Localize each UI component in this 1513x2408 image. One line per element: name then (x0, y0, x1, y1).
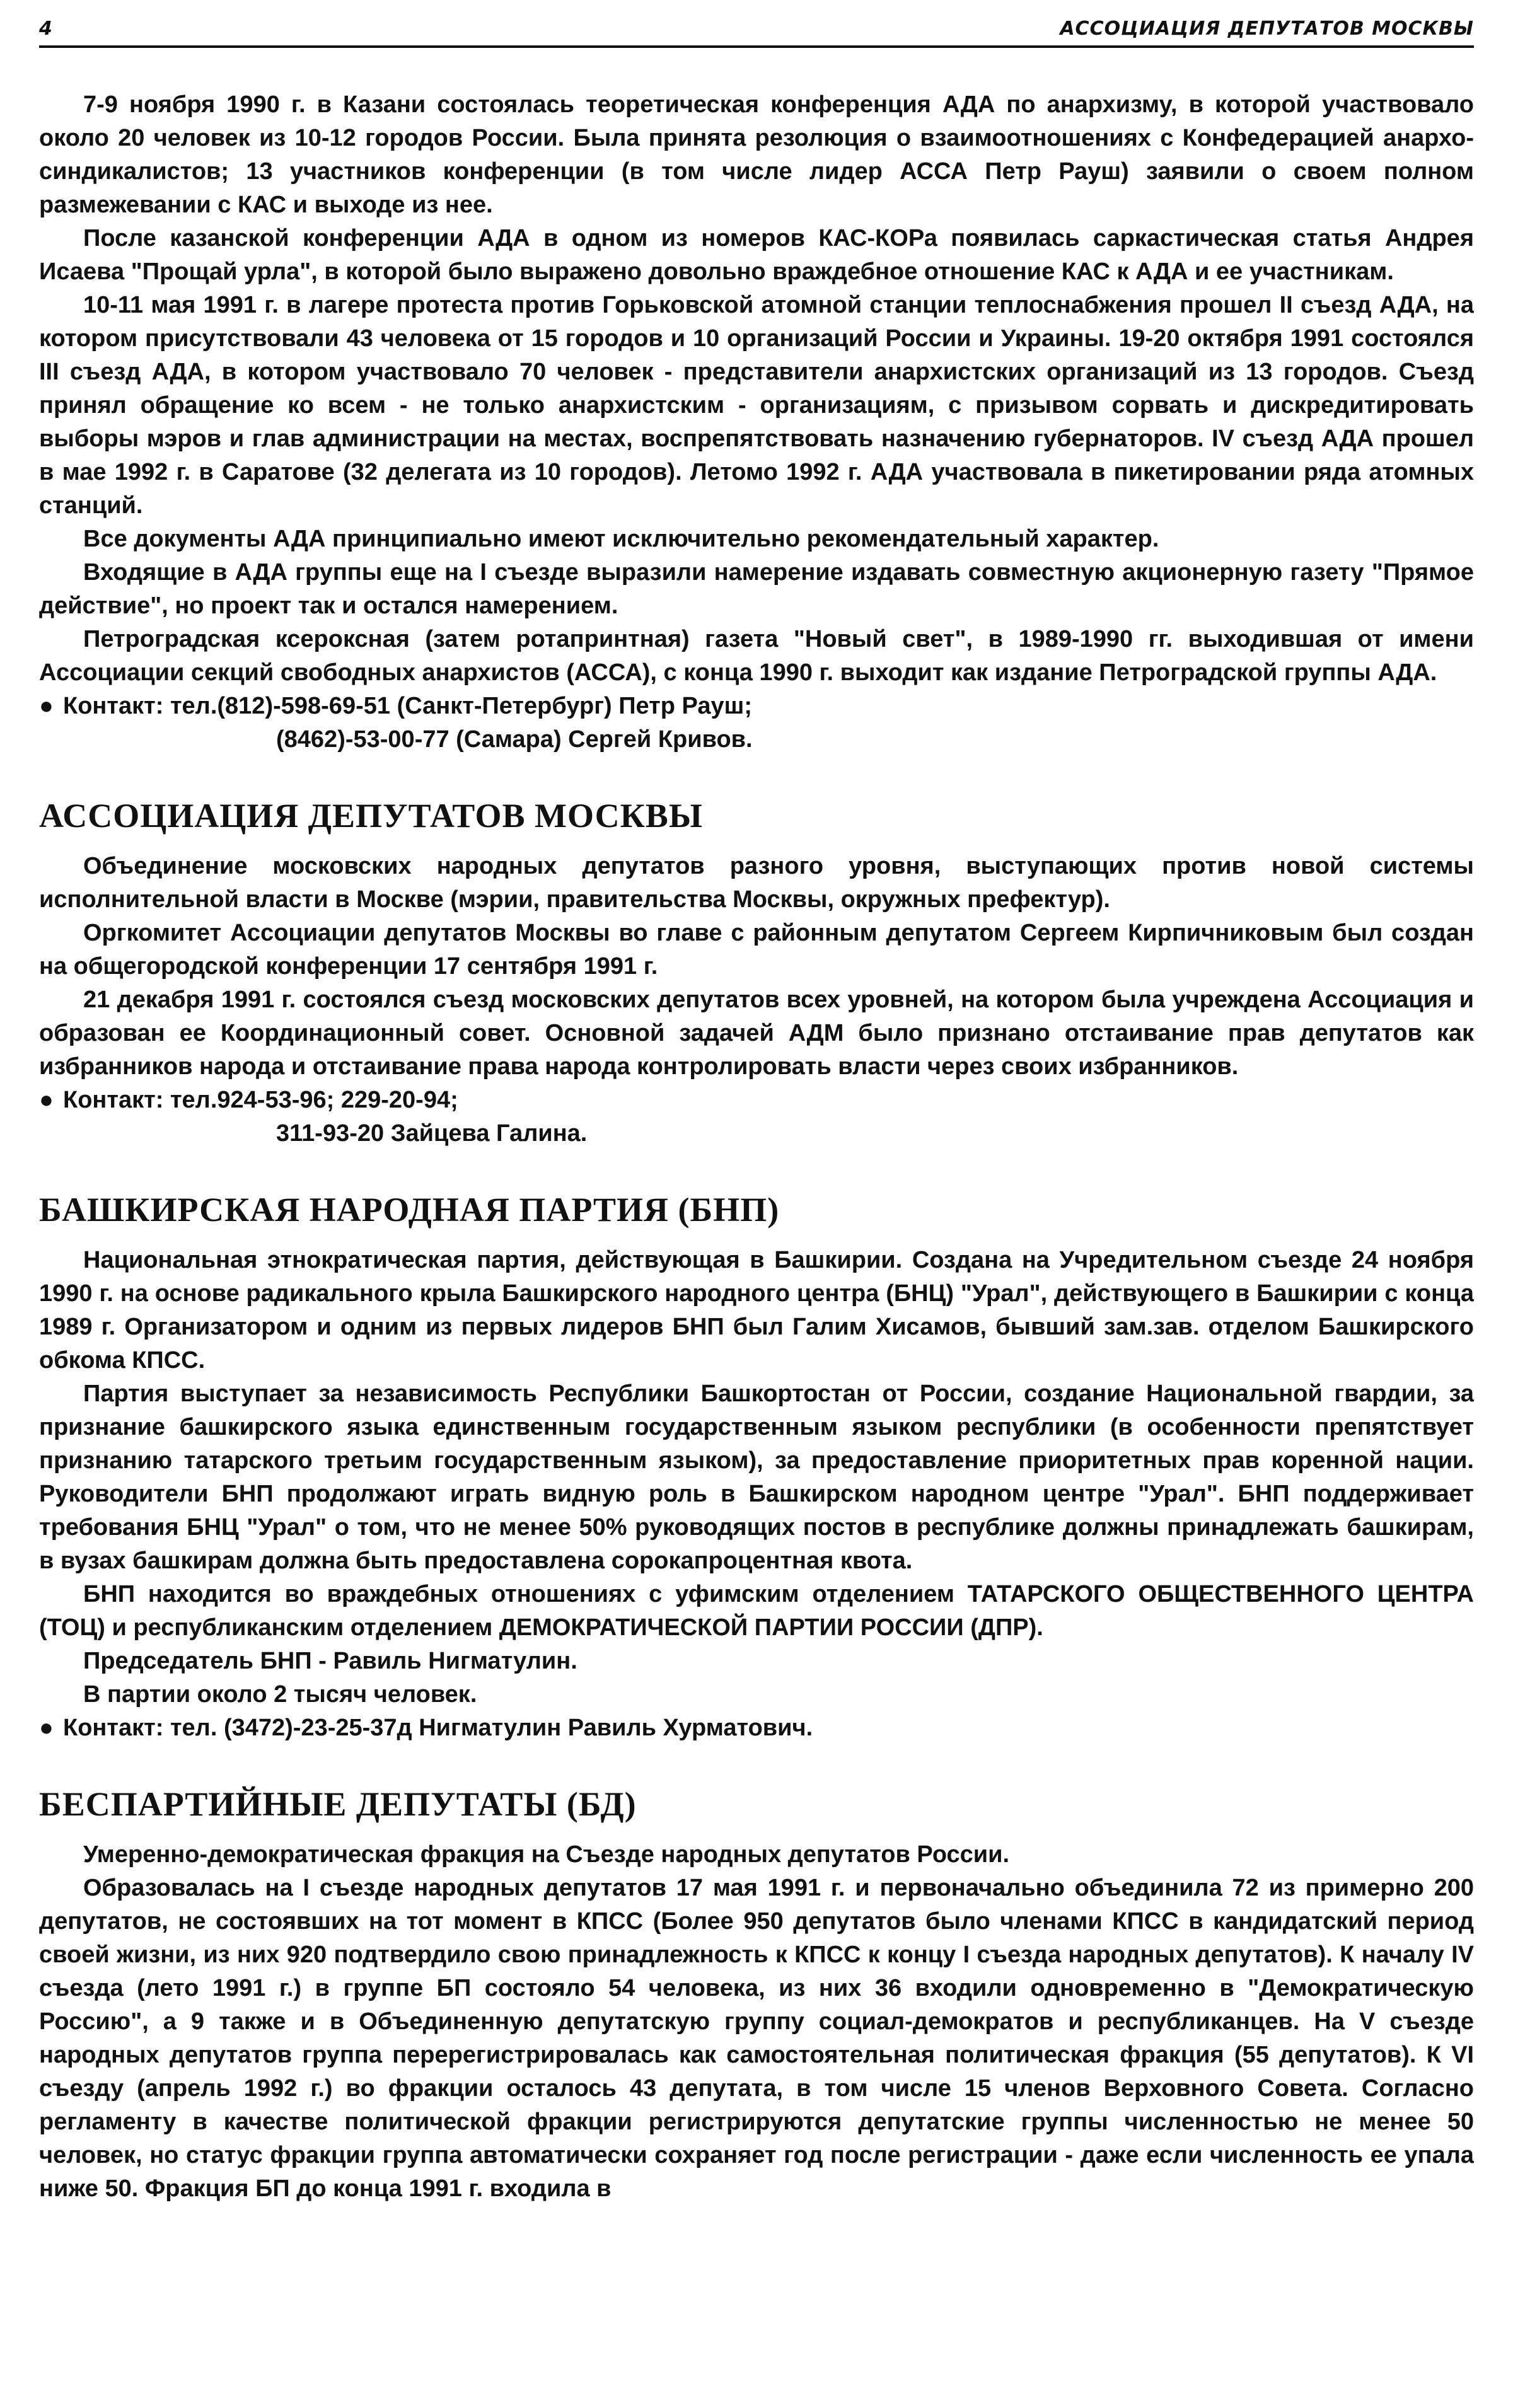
contact-line (39, 1084, 1474, 1117)
paragraph: После казанской конференции АДА в одном из номеров КАС-КОРа появилась саркастическая статья Андрея Исаева "Прощай урла", в которой было выражено довольно враждебное отношение КАС к АДА и ее участникам. (39, 225, 1474, 285)
header-rule (39, 45, 1474, 48)
contact-block (39, 1711, 1474, 1745)
bullet-icon: ● (39, 1715, 54, 1741)
document-page (39, 0, 1474, 2408)
paragraph: Оргкомитет Ассоциации депутатов Москвы во главе с районным депутатом Сергеем Кирпичниковым был создан на общегородской конференции 17 сентября 1991 г. (39, 920, 1474, 980)
contact-line: 311-93-20 Зайцева Галина. (276, 1120, 588, 1147)
section-title: БЕСПАРТИЙНЫЕ ДЕПУТАТЫ (БД) (39, 1785, 637, 1823)
section-adm (39, 796, 1474, 1150)
paragraph: Председатель БНП - Равиль Нигматулин. (83, 1648, 577, 1674)
contact-text: Контакт: тел. (3472)-23-25-37д Нигматулин Равиль Хурматович. (63, 1715, 813, 1741)
paragraph: 7-9 ноября 1990 г. в Казани состоялась теоретическая конференция АДА по анархизму, в которой участвовало около 20 человек из 10-12 городов России. Была принята резолюция о взаимоотношениях с Конфедерацией анархо-синдикалистов; 13 участников конференции (в том числе лидер АССА Петр Рауш) заявили о своем полном размежевании с КАС и выходе из нее. (39, 91, 1474, 218)
paragraph: Объединение московских народных депутатов разного уровня, выступающих против новой системы исполнительной власти в Москве (мэрии, правительства Москвы, окружных префектур). (39, 853, 1474, 913)
contact-text: Контакт: тел.924-53-96; 229-20-94; (63, 1087, 458, 1113)
contact-block (39, 690, 1474, 756)
contact-line: (8462)-53-00-77 (Самара) Сергей Кривов. (276, 726, 753, 753)
running-title: АССОЦИАЦИЯ ДЕПУТАТОВ МОСКВЫ (1060, 18, 1474, 40)
paragraph: Партия выступает за независимость Республики Башкортостан от России, создание Национальной гвардии, за признание башкирского языка единственным государственным языком республики (в особенности препятствует признанию татарского третьим государственным языком), за предоставление приоритетных прав коренной нации. Руководители БНП продолжают играть видную роль в Башкирском народном центре "Урал". БНП поддерживает требования БНЦ "Урал" о том, что не менее 50% руководящих постов в республике должны принадлежать башкирам, в вузах башкирам должна быть предоставлена сорокапроцентная квота. (39, 1381, 1474, 1574)
running-header (39, 14, 1474, 44)
section-title: БАШКИРСКАЯ НАРОДНАЯ ПАРТИЯ (БНП) (39, 1191, 780, 1229)
section-bd (39, 1784, 1474, 2206)
paragraph: Петроградская ксероксная (затем ротапринтная) газета "Новый свет", в 1989-1990 гг. выходившая от имени Ассоциации секций свободных анархистов (АССА), с конца 1990 г. выходит как издание Петроградской группы АДА. (39, 626, 1474, 686)
bullet-icon: ● (39, 1087, 54, 1113)
bullet-icon: ● (39, 693, 54, 719)
page-number: 4 (39, 18, 52, 40)
contact-line (39, 1711, 1474, 1745)
paragraph: 10-11 мая 1991 г. в лагере протеста против Горьковской атомной станции теплоснабжения прошел II съезд АДА, на котором присутствовали 43 человека от 15 городов и 10 организаций России и Украины. 19-20 октября 1991 состоялся III съезд АДА, в котором участвовало 70 человек - представители анархистских организаций из 13 городов. Съезд принял обращение ко всем - не только анархистским - организациям, с призывом сорвать и дискредитировать выборы мэров и глав администрации на местах, воспрепятствовать назначению губернаторов. IV съезд АДА прошел в мае 1992 г. в Саратове (32 делегата из 10 городов). Летомо 1992 г. АДА участвовала в пикетировании ряда атомных станций. (39, 292, 1474, 519)
section-title: АССОЦИАЦИЯ ДЕПУТАТОВ МОСКВЫ (39, 797, 703, 835)
paragraph: Национальная этнократическая партия, действующая в Башкирии. Создана на Учредительном съезде 24 ноября 1990 г. на основе радикального крыла Башкирского народного центра (БНЦ) "Урал", действующего в Башкирии с конца 1989 г. Организатором и одним из первых лидеров БНП был Галим Хисамов, бывший зам.зав. отделом Башкирского обкома КПСС. (39, 1247, 1474, 1374)
contact-text: Контакт: тел.(812)-598-69-51 (Санкт-Петербург) Петр Рауш; (63, 693, 753, 719)
paragraph: 21 декабря 1991 г. состоялся съезд московских депутатов всех уровней, на котором была учреждена Ассоциация и образован ее Координационный совет. Основной задачей АДМ было признано отстаивание прав депутатов как избранников народа и отстаивание права народа контролировать власти через своих избранников. (39, 987, 1474, 1080)
paragraph: Образовалась на I съезде народных депутатов 17 мая 1991 г. и первоначально объединила 72 из примерно 200 депутатов, не состоявших на тот момент в КПСС (Более 950 депутатов было членами КПСС в кандидатский период своей жизни, из них 920 подтвердило свою принадлежность к КПСС к концу I съезда народных депутатов). К началу IV съезда (лето 1991 г.) в группе БП состояло 54 человека, из них 36 входили одновременно в "Демократическую Россию", а 9 также и в Объединенную депутатскую группу социал-демократов и республиканцев. На V съезде народных депутатов группа перерегистрировалась как самостоятельная политическая фракция (55 депутатов). К VI съезду (апрель 1992 г.) во фракции осталось 43 депутата, в том числе 15 членов Верховного Совета. Согласно регламенту в качестве политической фракции регистрируются депутатские группы численностью не менее 50 человек, но статус фракции группа автоматически сохраняет год после регистрации - даже если численность ее упала ниже 50. Фракция БП до конца 1991 г. входила в (39, 1875, 1474, 2202)
intro-block (39, 88, 1474, 756)
paragraph: БНП находится во враждебных отношениях с уфимским отделением ТАТАРСКОГО ОБЩЕСТВЕННОГО ЦЕНТРА (ТОЦ) и республиканским отделением ДЕМОКРАТИЧЕСКОЙ ПАРТИИ РОССИИ (ДПР). (39, 1581, 1474, 1641)
paragraph: Входящие в АДА группы еще на I съезде выразили намерение издавать совместную акционерную газету "Прямое действие", но проект так и остался намерением. (39, 559, 1474, 619)
contact-block (39, 1084, 1474, 1150)
contact-line (39, 690, 1474, 723)
paragraph: Умеренно-демократическая фракция на Съезде народных депутатов России. (83, 1841, 1010, 1868)
section-bnp (39, 1190, 1474, 1745)
paragraph: Все документы АДА принципиально имеют исключительно рекомендательный характер. (83, 526, 1159, 552)
paragraph: В партии около 2 тысяч человек. (83, 1681, 477, 1708)
page-content (39, 88, 1474, 2206)
